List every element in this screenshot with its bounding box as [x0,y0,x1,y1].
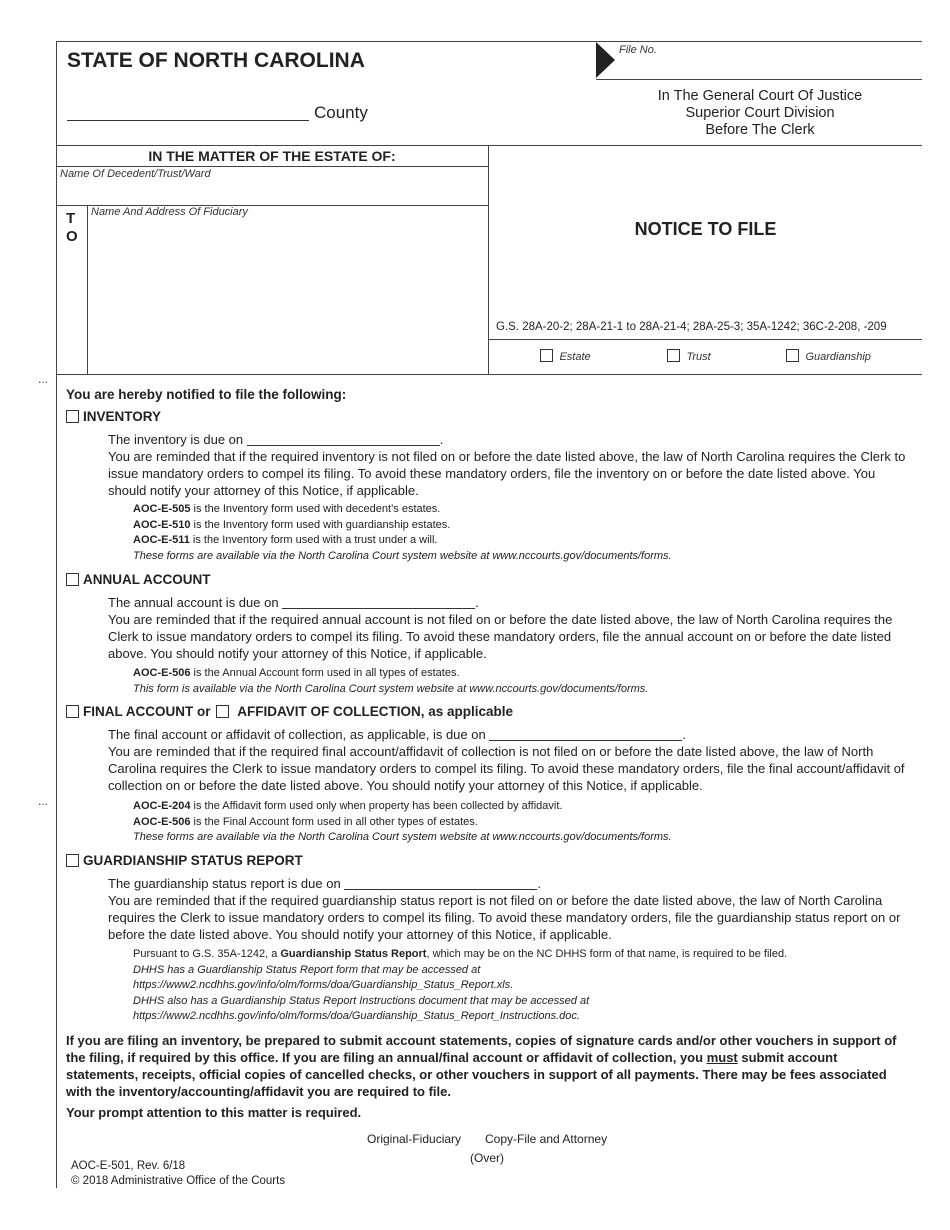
distribution-copy: Copy-File and Attorney [485,1132,608,1146]
annual-due-date-field[interactable] [282,596,475,609]
must-emphasis: must [706,1050,738,1065]
inventory-heading [66,409,161,424]
affidavit-checkbox[interactable] [216,705,229,718]
copyright: © 2018 Administrative Office of the Courts [71,1175,286,1187]
fiduciary-field[interactable] [90,222,486,372]
inventory-reminder: You are reminded that if the required inventory is not filed on or before the date listed above, the law of North Carolina requires the Clerk to issue mandatory orders to compel its filing. To avoid these mandatory orders, file the inventory on or before the date listed above. You should notify your attorney of this Notice, if applicable. [108,449,906,498]
court-line-2: Superior Court Division [685,105,835,121]
distribution-original: Original-Fiduciary [367,1132,462,1146]
guardianship-due-line: The guardianship status report is due on . [108,876,541,891]
inventory-due-line: The inventory is due on . [108,432,444,447]
to-letter-o: O [66,228,78,245]
inventory-form-505: AOC-E-505 is the Inventory form used with decedent’s estates. [133,503,441,515]
final-due-text: The final account or affidavit of collection, as applicable, is due on [108,727,486,742]
trust-option[interactable] [667,347,711,365]
guardianship-notes [133,947,913,1025]
guardianship-heading [66,853,303,868]
inventory-forms [133,502,913,564]
annual-due-line: The annual account is due on . [108,595,479,610]
annual-forms [133,666,913,697]
state-title: STATE OF NORTH CAROLINA [67,49,365,72]
county-blank[interactable] [67,120,309,121]
margin-mark-1: ... [38,372,49,386]
decedent-label: Name Of Decedent/Trust/Ward [60,168,211,180]
over-note: (Over) [470,1151,504,1165]
guardianship-option[interactable] [786,347,871,365]
dhhs-instructions-note: DHHS also has a Guardianship Status Report Instructions document that may be accessed at [133,994,590,1007]
final-heading [66,704,513,719]
dhhs-form-note: DHHS has a Guardianship Status Report form that may be accessed at [133,963,481,976]
guardianship-report-checkbox[interactable] [66,854,79,867]
final-forms-availability: These forms are available via the North Carolina Court system website at www.nccourts.gov/documents/forms. [133,831,672,843]
final-account-checkbox[interactable] [66,705,79,718]
guardianship-checkbox[interactable] [786,349,799,362]
annual-heading [66,572,211,587]
decedent-field[interactable] [57,182,487,204]
decedent-line [56,166,488,167]
matter-heading: IN THE MATTER OF THE ESTATE OF: [148,148,396,164]
estate-option[interactable] [540,347,591,365]
final-reminder: You are reminded that if the required final account/affidavit of collection is not filed on or before the date listed above, the law of North Carolina requires the Clerk to issue mandatory orders to compel its filing. To avoid these mandatory orders, file the final account/affidavit of collection on or before the date listed above. You should notify your attorney of this Notice, if applicable. [108,744,905,793]
inventory-form-511: AOC-E-511 is the Inventory form used with a trust under a will. [133,534,438,546]
notice-title: NOTICE TO FILE [634,219,777,239]
inventory-forms-availability: These forms are available via the North Carolina Court system website at www.nccourts.gov/documents/forms. [133,549,672,562]
dhhs-form-url[interactable]: https://www2.ncdhhs.gov/info/olm/forms/doa/Guardianship_Status_Report.xls. [133,979,514,991]
file-no-arrow [596,42,615,78]
annual-due-text: The annual account is due on [108,595,279,610]
fiduciary-label: Name And Address Of Fiduciary [91,206,248,218]
final-form-204: AOC-E-204 is the Affidavit form used only when property has been collected by affidavit. [133,800,563,812]
matter-divider [488,145,489,375]
top-border [56,41,596,42]
final-due-date-field[interactable] [489,728,682,741]
guardianship-reminder: You are reminded that if the required guardianship status report is not filed on or before the date listed above, the law of North Carolina requires the Clerk to issue mandatory orders to compel its filing. To avoid these mandatory orders, file the guardianship status report on or before the date listed above. You should notify your attorney of this Notice, if applicable. [108,893,901,942]
statute-citation: G.S. 28A-20-2; 28A-21-1 to 28A-21-4; 28A-25-3; 35A-1242; 36C-2-208, -209 [496,321,887,333]
estate-label: Estate [559,351,591,363]
inventory-heading-text: INVENTORY [83,409,162,424]
header-bottom-border [56,145,922,146]
type-top-line [488,339,922,340]
file-no-bottom-border [596,79,922,80]
margin-mark-2: ... [38,794,49,808]
court-line-3: Before The Clerk [705,122,815,138]
inventory-form-510: AOC-E-510 is the Inventory form used with guardianship estates. [133,518,451,531]
annual-heading-text: ANNUAL ACCOUNT [83,572,211,587]
to-divider [87,205,88,375]
annual-reminder: You are reminded that if the required annual account is not filed on or before the date listed above, the law of North Carolina requires the Clerk to issue mandatory orders to compel its filing. To avoid these mandatory orders, file the annual account on or before the date listed above. You should notify your attorney of this Notice, if applicable. [108,612,893,661]
dhhs-instructions-url[interactable]: https://www2.ncdhhs.gov/info/olm/forms/doa/Guardianship_Status_Report_Instructions.doc. [133,1010,580,1022]
form-id: AOC-E-501, Rev. 6/18 [71,1160,186,1172]
trust-checkbox[interactable] [667,349,680,362]
annual-checkbox[interactable] [66,573,79,586]
vouchers-paragraph: If you are filing an inventory, be prepared to submit account statements, copies of signature cards and/or other vouchers in support of the filing, if required by this office. If you are filing an annual/final account or affidavit of collection, you must submit account statements, receipts, official copies of cancelled checks, or other vouchers in support of all payments. There may be fees associated with the inventory/accounting/affidavit you are required to file. [66,1033,897,1099]
to-letter-t: T [66,210,76,227]
guardianship-due-date-field[interactable] [344,877,537,890]
court-name [620,88,900,139]
matter-bottom-border [56,374,922,375]
final-heading-a: FINAL ACCOUNT or [83,704,211,719]
left-border [56,41,57,1188]
guardianship-heading-text: GUARDIANSHIP STATUS REPORT [83,853,303,868]
trust-label: Trust [686,351,711,363]
guardianship-pursuant: Pursuant to G.S. 35A-1242, a Guardianship Status Report, which may be on the NC DHHS form of that name, is required to be filed. [133,948,788,960]
final-heading-b: AFFIDAVIT OF COLLECTION, as applicable [237,704,514,719]
final-due-line: The final account or affidavit of collection, as applicable, is due on . [108,727,686,742]
county-label: County [314,103,368,122]
annual-form-availability: This form is available via the North Carolina Court system website at www.nccourts.gov/documents/forms. [133,682,649,695]
guardianship-due-text: The guardianship status report is due on [108,876,341,891]
inventory-due-date-field[interactable] [247,433,440,446]
final-forms [133,799,913,846]
file-no-top-border [596,41,922,42]
court-line-1: In The General Court Of Justice [657,88,863,104]
intro-text: You are hereby notified to file the following: [66,387,347,402]
file-no-label: File No. [619,44,657,56]
inventory-checkbox[interactable] [66,410,79,423]
prompt-attention: Your prompt attention to this matter is required. [66,1105,362,1120]
guardianship-label: Guardianship [805,351,871,363]
annual-form-506: AOC-E-506 is the Annual Account form used in all types of estates. [133,667,460,679]
estate-checkbox[interactable] [540,349,553,362]
final-form-506: AOC-E-506 is the Final Account form used in all other types of estates. [133,815,478,828]
inventory-due-text: The inventory is due on [108,432,244,447]
